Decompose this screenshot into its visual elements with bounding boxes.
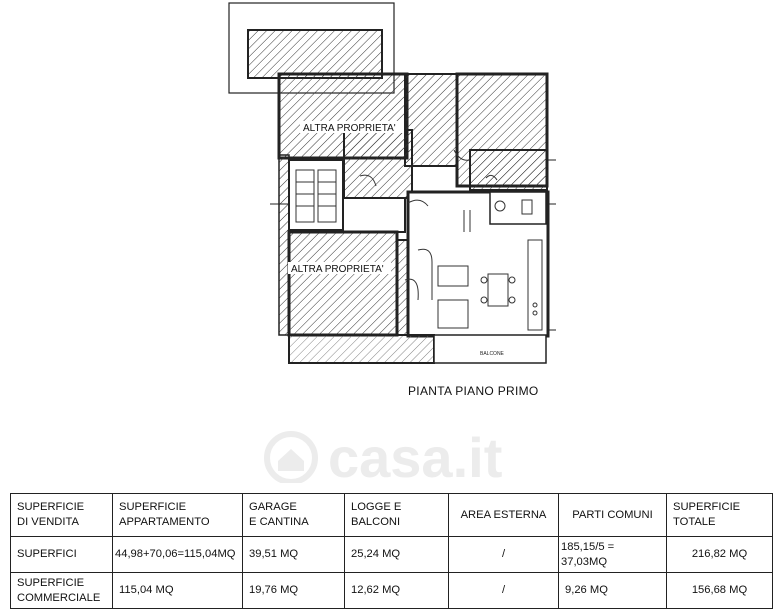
table-cell: 9,26 MQ bbox=[559, 573, 667, 609]
table-row bbox=[11, 573, 773, 609]
plan-caption: PIANTA PIANO PRIMO bbox=[408, 384, 539, 398]
surface-table bbox=[10, 493, 773, 609]
table-cell: SUPERFICIE COMMERCIALE bbox=[11, 573, 113, 609]
header-cell: PARTI COMUNI bbox=[559, 494, 667, 537]
table-cell: 19,76 MQ bbox=[243, 573, 345, 609]
terrace-hatched bbox=[248, 30, 382, 78]
table-cell: / bbox=[449, 537, 559, 573]
table-cell: 156,68 MQ bbox=[667, 573, 773, 609]
header-cell: GARAGE E CANTINA bbox=[243, 494, 345, 537]
table-header-row bbox=[11, 494, 773, 537]
altra-proprieta-label-1: ALTRA PROPRIETA' bbox=[303, 123, 396, 134]
table-cell: 44,98+70,06=115,04MQ bbox=[113, 537, 243, 573]
watermark-text: casa.it bbox=[328, 425, 503, 489]
header-cell: LOGGE E BALCONI bbox=[345, 494, 449, 537]
landing bbox=[343, 198, 405, 232]
table-row bbox=[11, 537, 773, 573]
balcony-hatched bbox=[289, 335, 434, 363]
table-cell: 25,24 MQ bbox=[345, 537, 449, 573]
header-cell: AREA ESTERNA bbox=[449, 494, 559, 537]
altra-proprieta-label-2: ALTRA PROPRIETA' bbox=[291, 264, 384, 275]
table-cell: 115,04 MQ bbox=[113, 573, 243, 609]
balcony-label: BALCONE bbox=[480, 351, 504, 357]
header-cell: SUPERFICIE TOTALE bbox=[667, 494, 773, 537]
table-cell: 39,51 MQ bbox=[243, 537, 345, 573]
header-cell: SUPERFICIE APPARTAMENTO bbox=[113, 494, 243, 537]
table-cell: 12,62 MQ bbox=[345, 573, 449, 609]
table-cell: 185,15/5 = 37,03MQ bbox=[559, 537, 667, 573]
room-mid-left bbox=[344, 130, 412, 198]
apartment-bath bbox=[490, 192, 546, 224]
table-cell: / bbox=[449, 573, 559, 609]
table-cell: SUPERFICI bbox=[11, 537, 113, 573]
house-icon bbox=[262, 431, 320, 483]
apartment-hatch-strip bbox=[470, 150, 547, 190]
balcony bbox=[434, 335, 546, 363]
table-cell: 216,82 MQ bbox=[667, 537, 773, 573]
watermark bbox=[262, 425, 532, 489]
header-cell: SUPERFICIE DI VENDITA bbox=[11, 494, 113, 537]
room-lower-left bbox=[289, 232, 397, 335]
